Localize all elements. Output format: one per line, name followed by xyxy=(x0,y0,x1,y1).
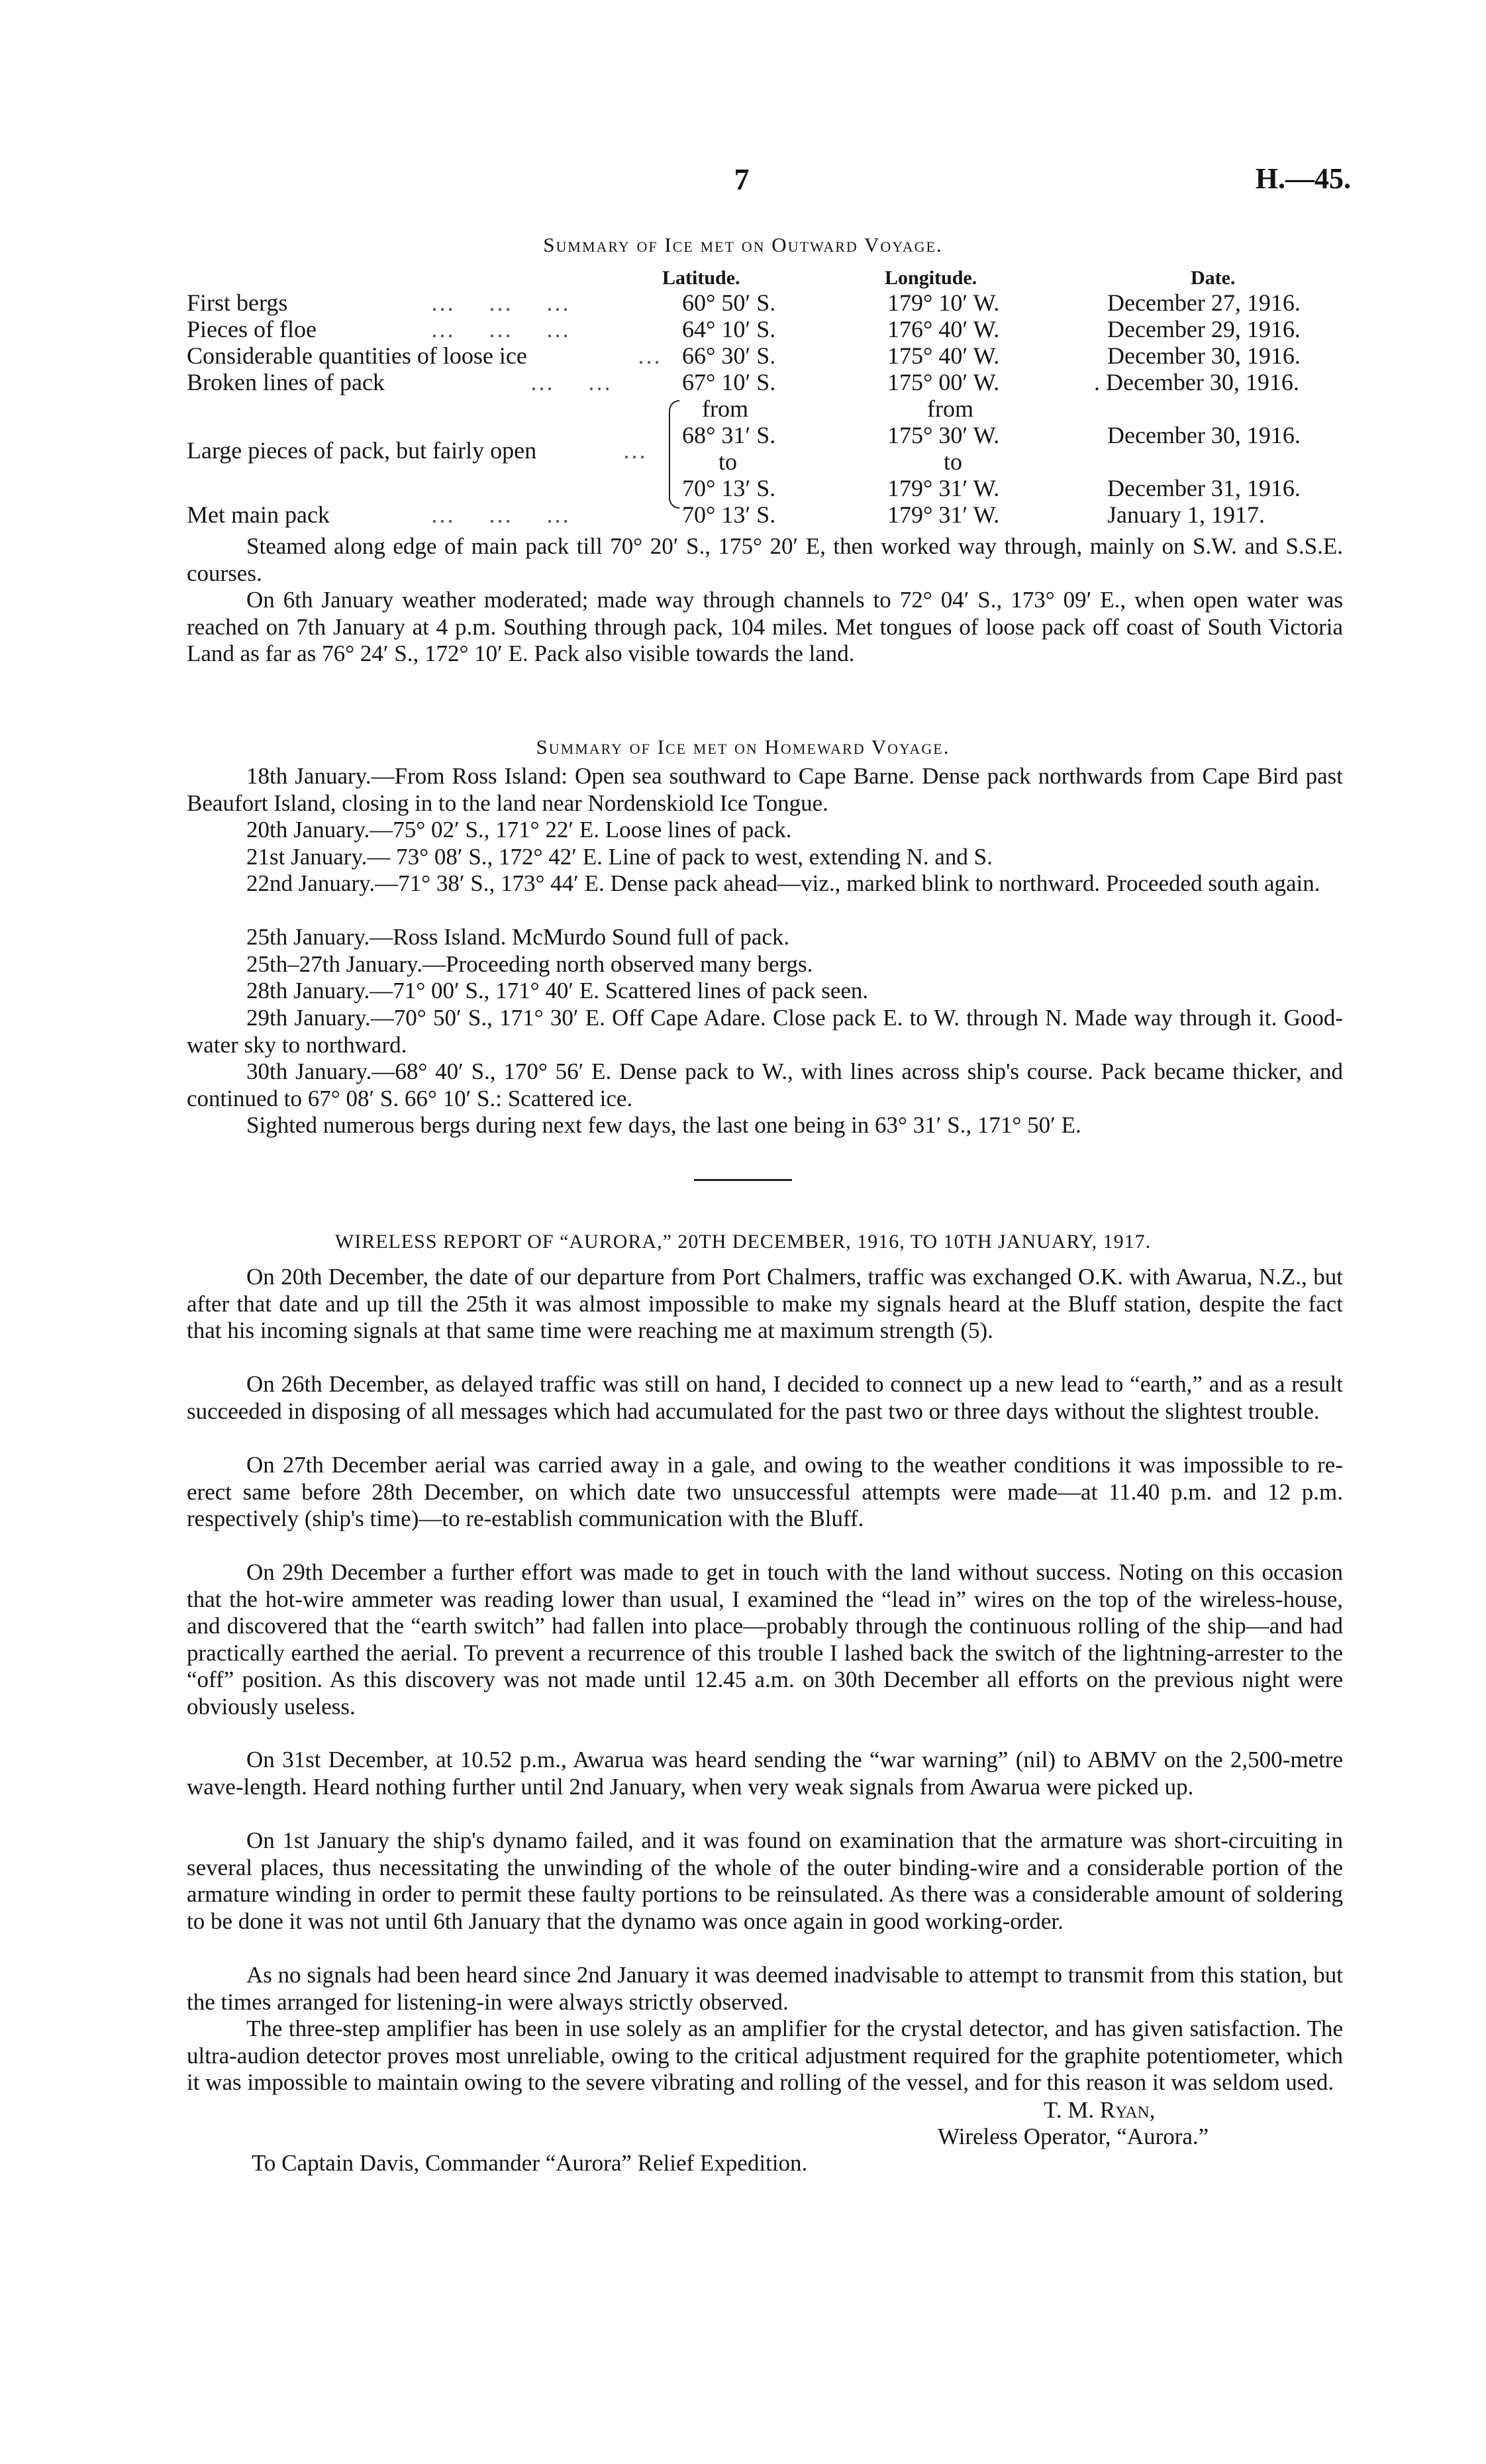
log-entry: 30th January.—68° 40′ S., 170° 56′ E. Dense pack to W., with lines across ship's course. Pack became thicker, and continued to 67° 08′ S. 66° 10′ S.: Scattered ice. xyxy=(187,1058,1343,1111)
paragraph: On 26th December, as delayed traffic was still on hand, I decided to connect up a new lead to “earth,” and as a result succeeded in disposing of all messages which had accumulated for the past two or three days without the slightest trouble. xyxy=(187,1371,1343,1424)
table-row-date: . December 30, 1916. xyxy=(1094,369,1299,395)
leader-dots: … … … xyxy=(430,316,573,342)
table-row-latitude: 68° 31′ S. xyxy=(682,422,776,448)
latitude-header: Latitude. xyxy=(662,267,740,289)
paragraph: The three-step amplifier has been in use solely as an amplifier for the crystal detector, and has given satisfaction. The ultra-audion detector proves most unreliable, owing to the critical adjustment required for the graphite potentiometer, which it was impossible to maintain owing to the severe vibrating and rolling of the vessel, and for this reason it was seldom used. xyxy=(187,2016,1343,2095)
leader-dots: … … … xyxy=(430,289,573,316)
leader-dots: … xyxy=(622,437,650,464)
to-label: to xyxy=(718,448,738,475)
paragraph: On 27th December aerial was carried away in a gale, and owing to the weather conditions it was impossible to re-erect same before 28th December, on which date two unsuccessful attempts were made—at 11.40 p.m. and 12 p.m. respectively (ship's time)—to re-establish communication with the Bluff. xyxy=(187,1452,1343,1531)
table-row-date: December 30, 1916. xyxy=(1107,342,1301,369)
table-row-longitude: 175° 30′ W. xyxy=(887,422,1000,448)
to-label: to xyxy=(944,448,963,475)
homeward-summary-title: Summary of Ice met on Homeward Voyage. xyxy=(536,735,950,758)
table-row-latitude: 60° 50′ S. xyxy=(682,289,776,316)
log-entry: 28th January.—71° 00′ S., 171° 40′ E. Scattered lines of pack seen. xyxy=(246,978,869,1003)
signature-role: Wireless Operator, “Aurora.” xyxy=(938,2124,1209,2149)
table-row-date: December 27, 1916. xyxy=(1107,289,1301,316)
document-reference: H.—45. xyxy=(1255,162,1351,195)
log-entry: Sighted numerous bergs during next few days, the last one being in 63° 31′ S., 171° 50′ E. xyxy=(246,1112,1081,1138)
leader-dots: … xyxy=(637,342,665,369)
table-row-longitude: 175° 40′ W. xyxy=(887,342,1000,369)
table-row-latitude: 70° 13′ S. xyxy=(682,501,776,528)
table-row-date: January 1, 1917. xyxy=(1107,501,1265,528)
date-header: Date. xyxy=(1191,267,1236,289)
table-row-label: First bergs xyxy=(187,289,288,316)
table-row-longitude: 176° 40′ W. xyxy=(887,316,1000,342)
from-label: from xyxy=(702,395,748,422)
paragraph: On 6th January weather moderated; made way through channels to 72° 04′ S., 173° 09′ E., when open water was reached on 7th January at 4 p.m. Southing through pack, 104 miles. Met tongues of loose pack off coast of South Victoria Land as far as 76° 24′ S., 172° 10′ E. Pack also visible towards the land. xyxy=(187,587,1343,666)
wireless-report-title: WIRELESS REPORT OF “AURORA,” 20TH DECEMBER, 1916, TO 10TH JANUARY, 1917. xyxy=(334,1231,1152,1253)
paragraph: On 31st December, at 10.52 p.m., Awarua was heard sending the “war warning” (nil) to ABMV on the 2,500-metre wave-length. Heard nothing further until 2nd January, when very weak signals from Awarua were picked up. xyxy=(187,1747,1343,1800)
table-row-longitude: 179° 10′ W. xyxy=(887,289,1000,316)
page-number: 7 xyxy=(734,162,750,196)
table-row-latitude: 64° 10′ S. xyxy=(682,316,776,342)
paragraph: On 1st January the ship's dynamo failed, and it was found on examination that the armature was short-circuiting in several places, thus necessitating the unwinding of the whole of the outer binding-wire and a considerable portion of the armature winding in order to permit these faulty portions to be reinsulated. As there was a considerable amount of soldering to be done it was not until 6th January that the dynamo was once again in good working-order. xyxy=(187,1827,1343,1934)
leader-dots: … … … xyxy=(430,501,573,528)
from-label: from xyxy=(927,395,973,422)
outward-summary-title: Summary of Ice met on Outward Voyage. xyxy=(543,233,943,256)
table-row-latitude: 67° 10′ S. xyxy=(682,369,776,395)
table-row-label: Pieces of floe xyxy=(187,316,317,342)
table-row-label: Broken lines of pack xyxy=(187,369,385,395)
brace xyxy=(669,400,679,509)
table-row-longitude: 175° 00′ W. xyxy=(887,369,1000,395)
table-row-latitude: 66° 30′ S. xyxy=(682,342,776,369)
table-row-longitude: 179° 31′ W. xyxy=(887,501,1000,528)
leader-dots: … … xyxy=(530,369,615,395)
table-row-date: December 30, 1916. xyxy=(1107,422,1301,448)
log-entry: 29th January.—70° 50′ S., 171° 30′ E. Off Cape Adare. Close pack E. to W. through N. Made way through it. Good-water sky to northward. xyxy=(187,1005,1343,1058)
table-row-label: Considerable quantities of loose ice xyxy=(187,342,527,369)
signature-name: T. M. Ryan, xyxy=(1044,2097,1156,2123)
addressee: To Captain Davis, Commander “Aurora” Relief Expedition. xyxy=(252,2150,808,2176)
log-entry: 21st January.— 73° 08′ S., 172° 42′ E. Line of pack to west, extending N. and S. xyxy=(246,844,993,870)
paragraph: As no signals had been heard since 2nd January it was deemed inadvisable to attempt to transmit from this station, but the times arranged for listening-in were always strictly observed. xyxy=(187,1962,1343,2015)
outward-ice-table xyxy=(0,0,1486,543)
log-entry: 25th–27th January.—Proceeding north observed many bergs. xyxy=(246,951,813,977)
table-row-label: Met main pack xyxy=(187,501,330,528)
section-divider xyxy=(694,1179,792,1181)
log-entry: 20th January.—75° 02′ S., 171° 22′ E. Loose lines of pack. xyxy=(246,817,792,843)
log-entry: 18th January.—From Ross Island: Open sea southward to Cape Barne. Dense pack northwards from Cape Bird past Beaufort Island, closing in to the land near Nordenskiold Ice Tongue. xyxy=(187,763,1343,816)
table-row-latitude: 70° 13′ S. xyxy=(682,475,776,501)
table-row-label: Large pieces of pack, but fairly open xyxy=(187,437,537,464)
table-row-date: December 29, 1916. xyxy=(1107,316,1301,342)
paragraph: On 20th December, the date of our departure from Port Chalmers, traffic was exchanged O.K. with Awarua, N.Z., but after that date and up till the 25th it was almost impossible to make my signals heard at the Bluff station, despite the fact that his incoming signals at that same time were reaching me at maximum strength (5). xyxy=(187,1264,1343,1343)
paragraph: Steamed along edge of main pack till 70° 20′ S., 175° 20′ E, then worked way through, mainly on S.W. and S.S.E. courses. xyxy=(187,533,1343,586)
table-row-longitude: 179° 31′ W. xyxy=(887,475,1000,501)
longitude-header: Longitude. xyxy=(885,267,977,289)
paragraph: On 29th December a further effort was made to get in touch with the land without success. Noting on this occasion that the hot-wire ammeter was reading lower than usual, I examined the “lead in” wires on the top of the wireless-house, and discovered that the “earth switch” had fallen into place—probably through the continuous rolling of the ship—and had practically earthed the aerial. To prevent a recurrence of this trouble I lashed back the switch of the lightning-arrester to the “off” position. As this discovery was not made until 12.45 a.m. on 30th December all efforts on the previous night were obviously useless. xyxy=(187,1559,1343,1720)
log-entry: 22nd January.—71° 38′ S., 173° 44′ E. Dense pack ahead—viz., marked blink to northward. Proceeded south again. xyxy=(246,870,1320,896)
table-row-date: December 31, 1916. xyxy=(1107,475,1301,501)
log-entry: 25th January.—Ross Island. McMurdo Sound full of pack. xyxy=(246,924,790,950)
